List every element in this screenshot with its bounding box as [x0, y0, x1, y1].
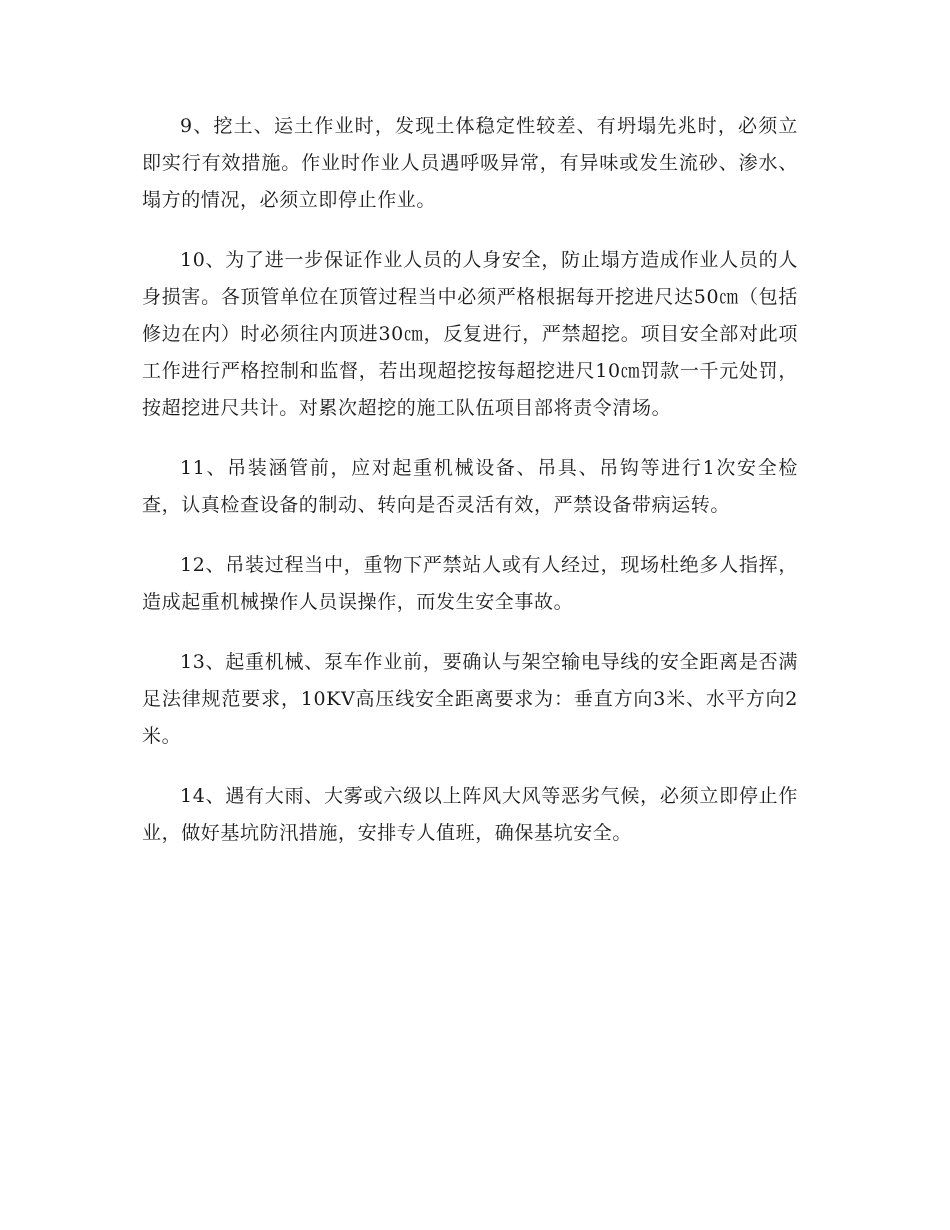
- paragraph-item-12: 12、吊装过程当中，重物下严禁站人或有人经过，现场杜绝多人指挥，造成起重机械操作人员误操作，而发生安全事故。: [142, 554, 798, 613]
- paragraph-item-9: 9、挖土、运土作业时，发现土体稳定性较差、有坍塌先兆时，必须立即实行有效措施。作业时作业人员遇呼吸异常，有异味或发生流砂、渗水、塌方的情况，必须立即停止作业。: [142, 115, 798, 211]
- paragraph-item-14: 14、遇有大雨、大雾或六级以上阵风大风等恶劣气候，必须立即停止作业，做好基坑防汛措施，安排专人值班，确保基坑安全。: [142, 785, 798, 844]
- document-body: [142, 108, 798, 875]
- paragraph-item-11: 11、吊装涵管前，应对起重机械设备、吊具、吊钩等进行1次安全检查，认真检查设备的制动、转向是否灵活有效，严禁设备带病运转。: [142, 457, 798, 516]
- paragraph-item-10: 10、为了进一步保证作业人员的人身安全，防止塌方造成作业人员的人身损害。各顶管单位在顶管过程当中必须严格根据每开挖进尺达50㎝（包括修边在内）时必须往内顶进30㎝，反复进行，严禁超挖。项目安全部对此项工作进行严格控制和监督，若出现超挖按每超挖进尺10㎝罚款一千元处罚，按超挖进尺共计。对累次超挖的施工队伍项目部将责令清场。: [142, 249, 798, 419]
- paragraph-item-13: 13、起重机械、泵车作业前，要确认与架空输电导线的安全距离是否满足法律规范要求，10KV高压线安全距离要求为：垂直方向3米、水平方向2米。: [142, 651, 798, 747]
